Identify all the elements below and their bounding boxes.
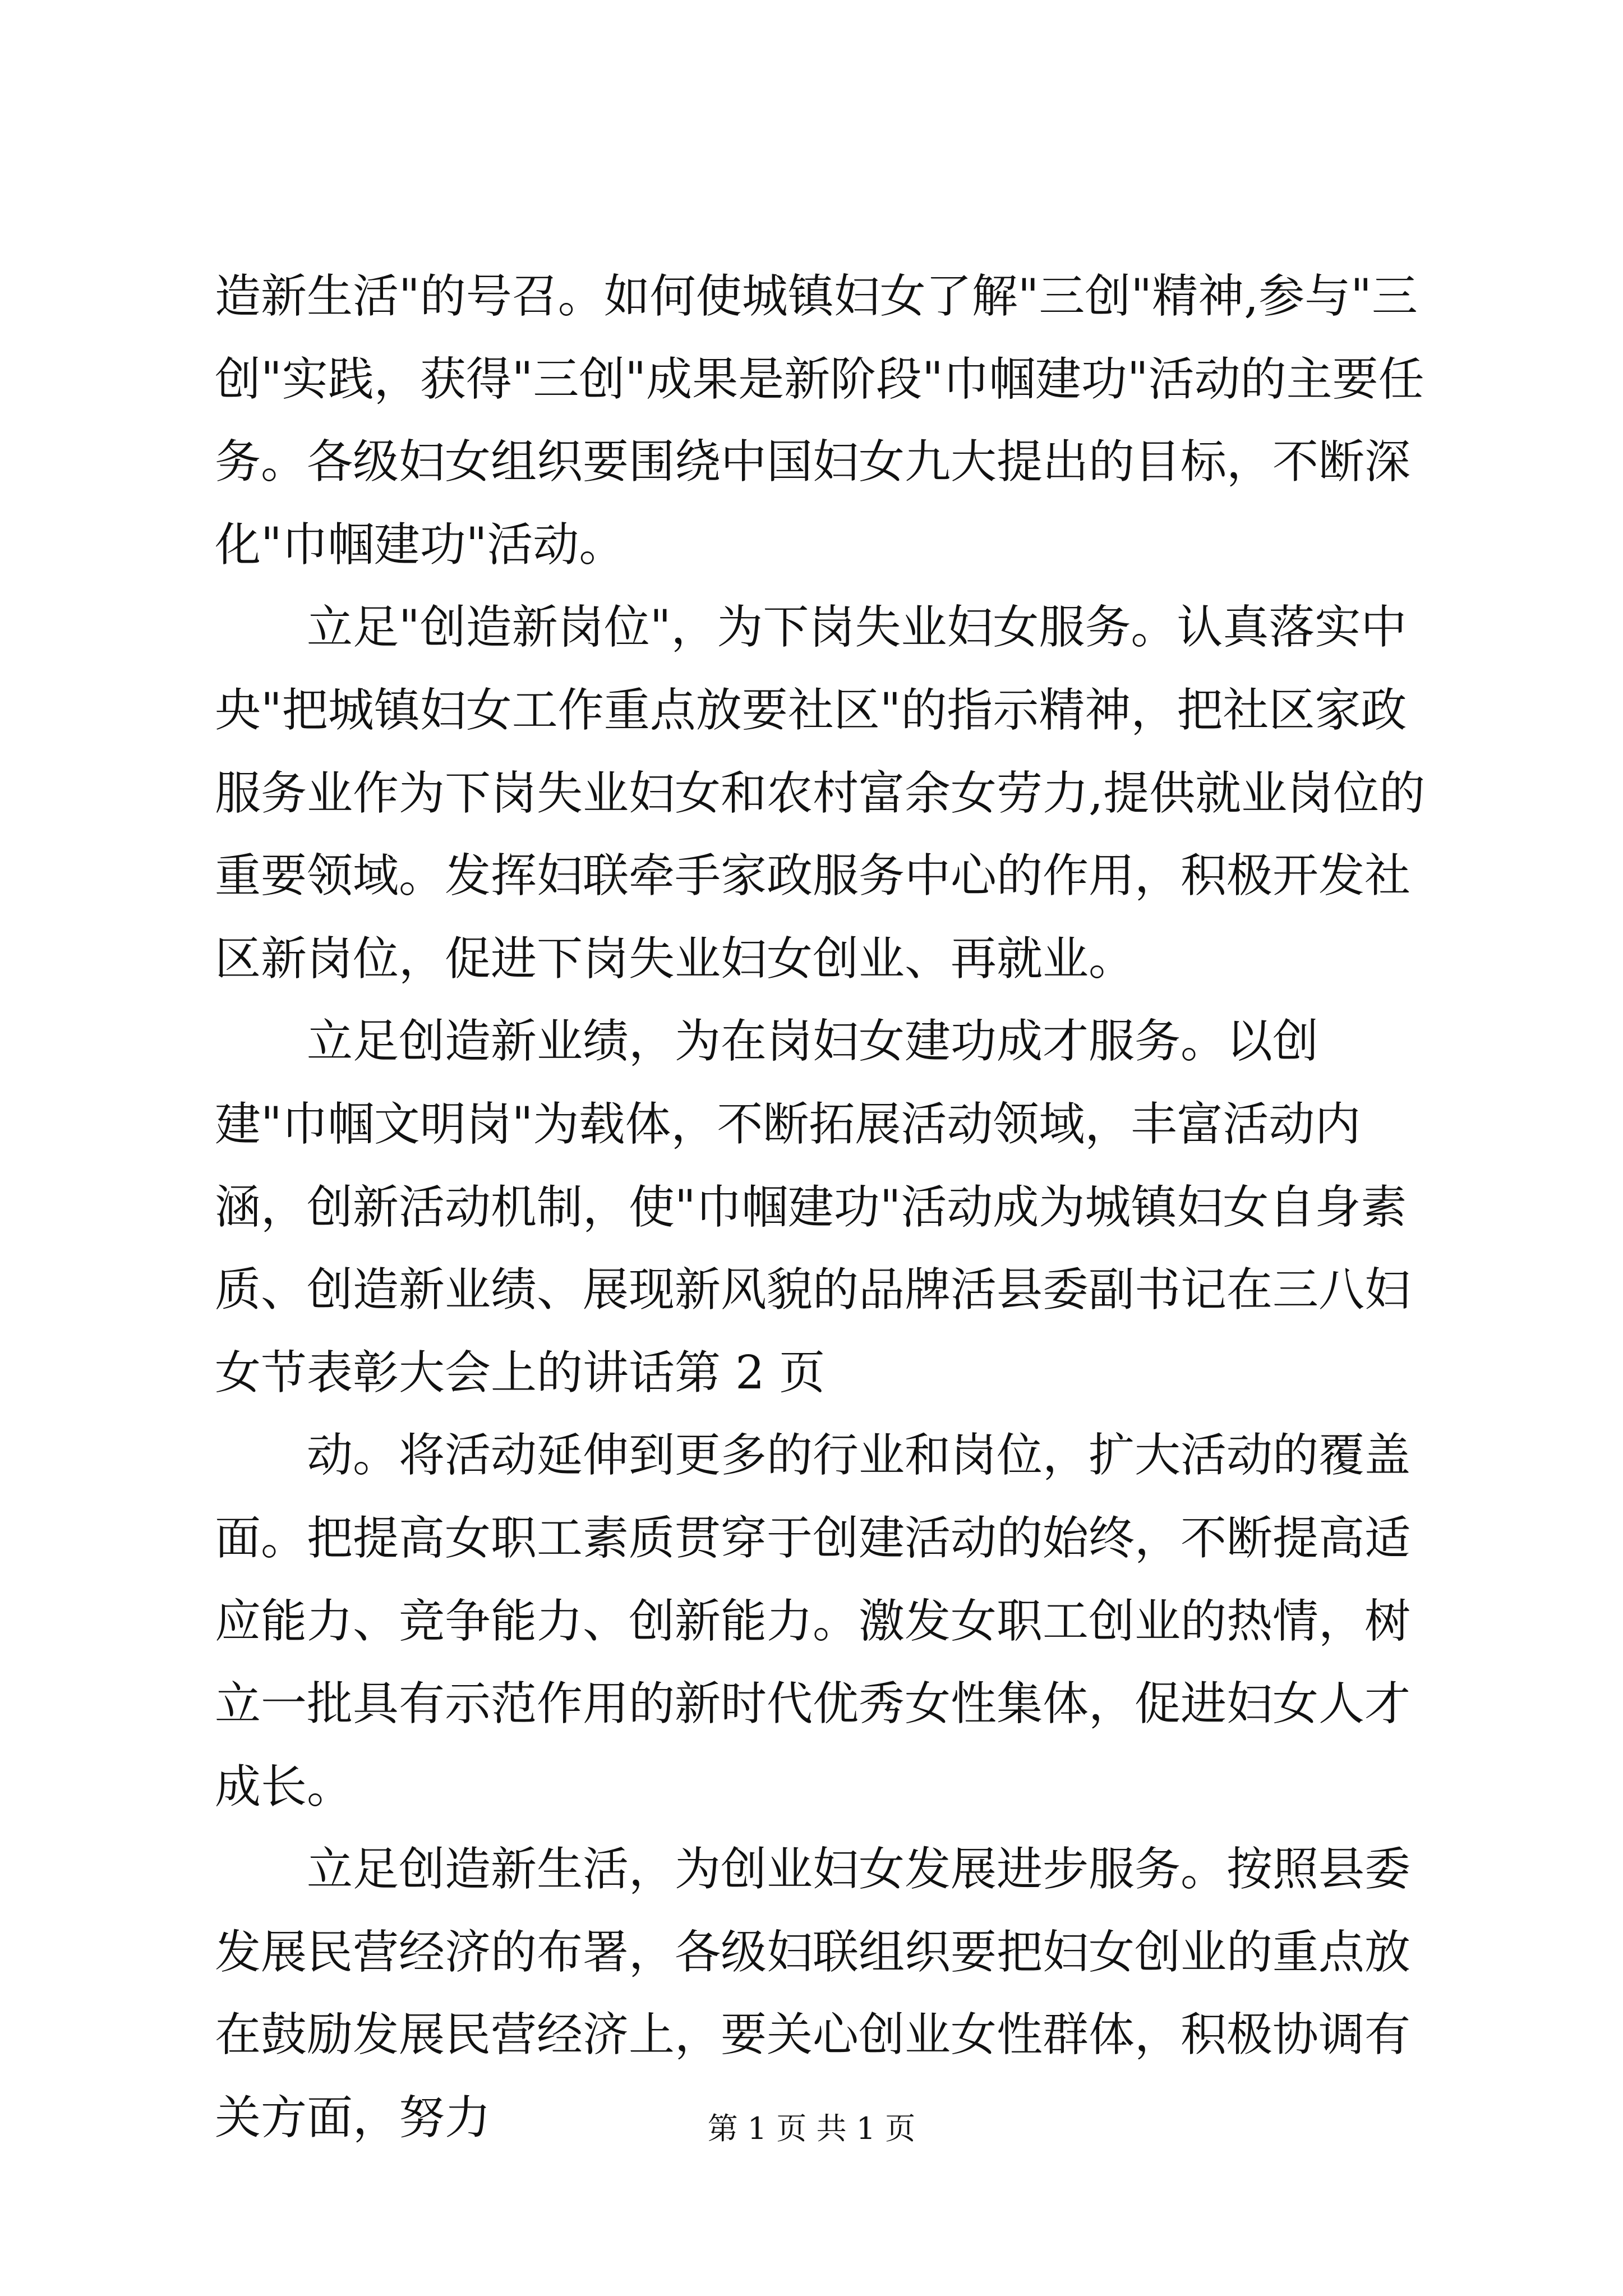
document-body <box>215 255 1426 2160</box>
paragraph-5: 立足创造新生活，为创业妇女发展进步服务。按照县委发展民营经济的布署，各级妇联组织要把妇女创业的重点放在鼓励发展民营经济上，要关心创业女性群体，积极协调有关方面，努力 <box>215 1843 1411 2145</box>
paragraph-2: 立足"创造新岗位"，为下岗失业妇女服务。认真落实中央"把城镇妇女工作重点放要社区"的指示精神，把社区家政服务业作为下岗失业妇女和农村富余女劳力,提供就业岗位的重要领域。发挥妇联牵手家政服务中心的作用，积极开发社区新岗位，促进下岗失业妇女创业、再就业。 <box>215 601 1426 986</box>
page-footer: 第 1 页 共 1 页 <box>707 2111 916 2146</box>
paragraph-4: 动。将活动延伸到更多的行业和岗位，扩大活动的覆盖面。把提高女职工素质贯穿于创建活动的始终，不断提高适应能力、竞争能力、创新能力。激发女职工创业的热情，树立一批具有示范作用的新时代优秀女性集体，促进妇女人才成长。 <box>215 1429 1411 1814</box>
paragraph-3: 立足创造新业绩，为在岗妇女建功成才服务。以创建"巾帼文明岗"为载体，不断拓展活动领域，丰富活动内涵，创新活动机制，使"巾帼建功"活动成为城镇妇女自身素质、创造新业绩、展现新风貌的品牌活县委副书记在三八妇女节表彰大会上的讲话第 2 页 <box>215 1015 1411 1400</box>
paragraph-1: 造新生活"的号召。如何使城镇妇女了解"三创"精神,参与"三创"实践，获得"三创"成果是新阶段"巾帼建功"活动的主要任务。各级妇女组织要围绕中国妇女九大提出的目标，不断深化"巾帼建功"活动。 <box>215 270 1424 572</box>
